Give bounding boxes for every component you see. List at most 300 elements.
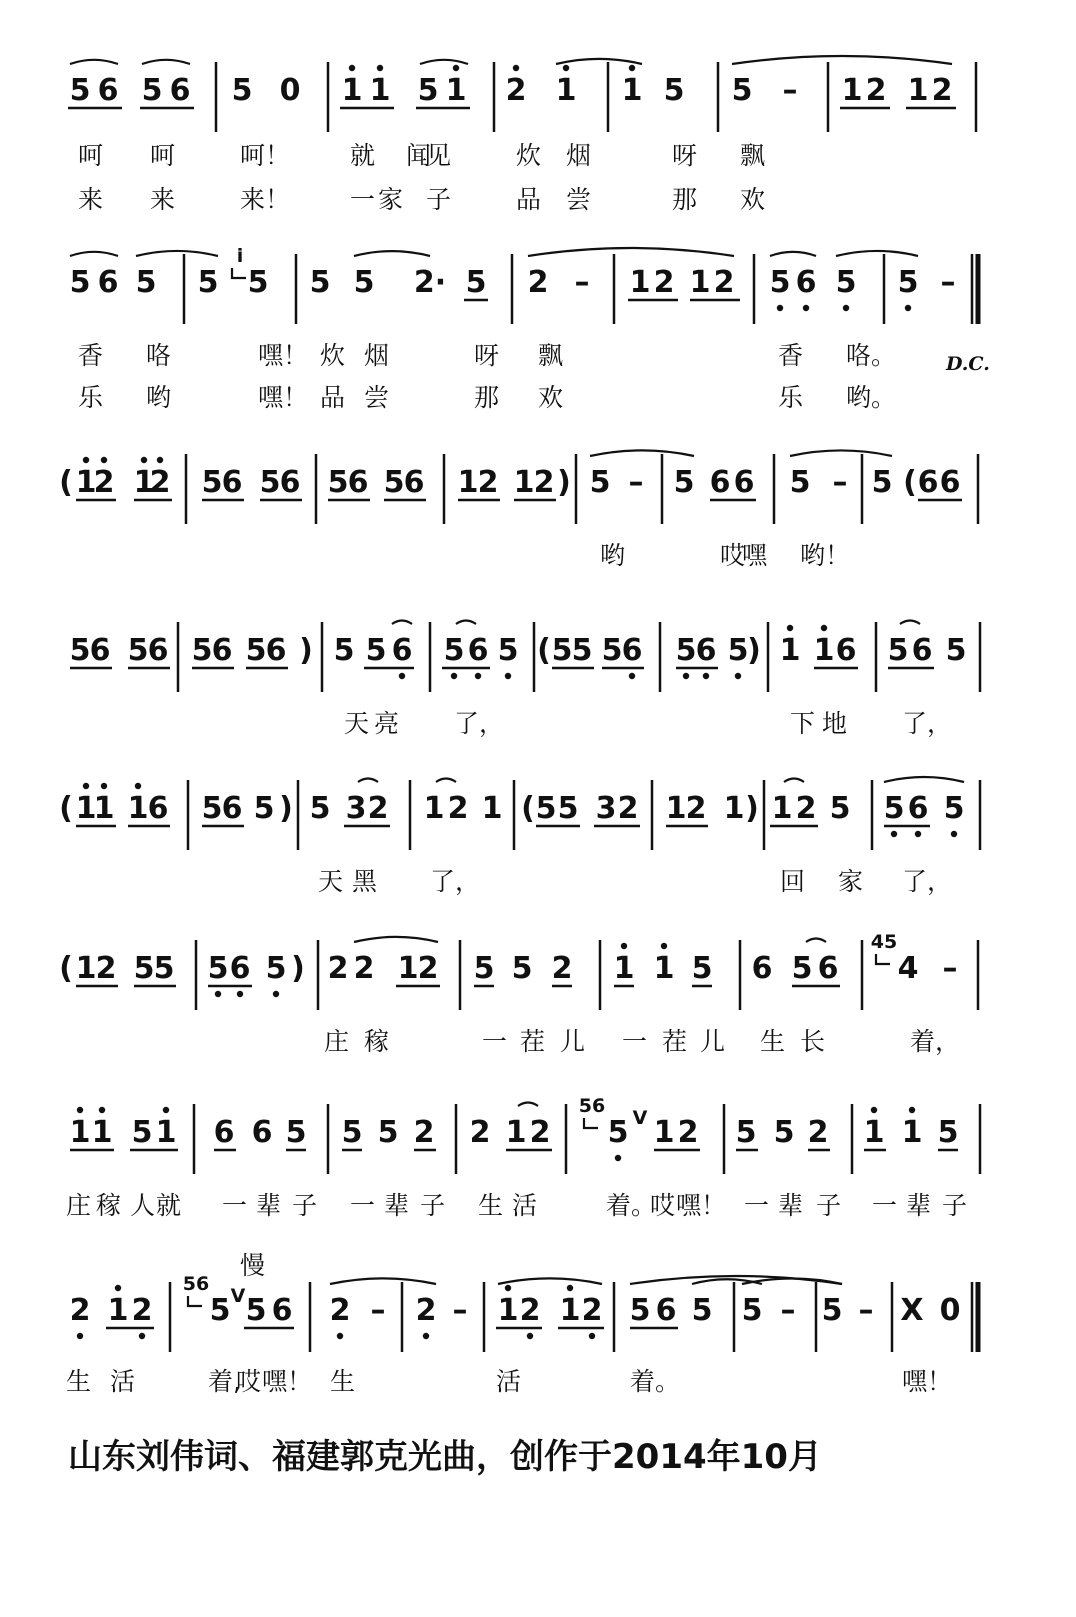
note-digit: 5	[285, 1115, 307, 1150]
note-digit: 5	[259, 465, 281, 500]
note-digit: 5	[741, 1293, 763, 1328]
note-digit: 5	[663, 73, 685, 108]
lyric-syllable: 嘿！	[262, 1367, 313, 1396]
lyric-syllable: 乐	[78, 383, 104, 412]
lyric-syllable: 嘿！	[258, 383, 309, 412]
note-digit: 2	[131, 1293, 153, 1328]
note-digit: 6	[835, 633, 857, 668]
note-digit: 6	[271, 1293, 293, 1328]
note-digit: 6	[939, 465, 961, 500]
note-digit: 5	[835, 265, 857, 300]
note-digit: 1	[93, 791, 115, 826]
lyric-syllable: 呀	[474, 341, 500, 370]
note-digit: 5	[897, 265, 919, 300]
lyric-syllable: 一	[222, 1191, 248, 1220]
lyric-syllable: 子	[816, 1191, 842, 1220]
lyric-syllable: 哎	[236, 1367, 262, 1396]
lyric-syllable: 一	[872, 1191, 898, 1220]
note-digit: 3	[345, 791, 367, 826]
note-digit: 1	[907, 73, 929, 108]
note-digit: –	[832, 465, 848, 500]
note-digit: 6	[221, 791, 243, 826]
lyric-syllable: 咯	[146, 341, 172, 370]
note-digit: 6	[89, 633, 111, 668]
note-digit: 2	[477, 465, 499, 500]
lyric-syllable: 来	[150, 185, 176, 214]
note-digit: 2	[685, 791, 707, 826]
note-digit: 5	[153, 951, 175, 986]
note-digit: 1	[127, 791, 149, 826]
note-digit: –	[940, 265, 956, 300]
note-digit: 5	[589, 465, 611, 500]
note-digit: 5	[557, 791, 579, 826]
lyric-syllable: 辈	[906, 1191, 932, 1220]
note-digit: 1	[613, 951, 635, 986]
note-digit: 6	[147, 633, 169, 668]
note-digit: 2	[505, 73, 527, 108]
note-digit: 6	[147, 791, 169, 826]
note-digit: 1	[75, 951, 97, 986]
note-digit: 6	[97, 73, 119, 108]
note-digit: X	[900, 1293, 924, 1328]
lyric-syllable: 一	[350, 185, 376, 214]
lyric-syllable: 尝	[566, 185, 592, 214]
note-digit: 5	[383, 465, 405, 500]
note-digit: 1	[771, 791, 793, 826]
note-digit: 6	[621, 633, 643, 668]
note-digit: 5	[197, 265, 219, 300]
lyric-syllable: 稼	[364, 1027, 390, 1056]
lyric-syllable: 活	[110, 1367, 136, 1396]
note-digit: 5	[69, 265, 91, 300]
note-digit: 5	[327, 465, 349, 500]
note-digit: 6	[391, 633, 413, 668]
note-digit: 2	[551, 951, 573, 986]
note-digit: 1	[653, 951, 675, 986]
note-digit: 5	[127, 633, 149, 668]
note-digit: 5	[551, 633, 573, 668]
note-digit: 2	[653, 265, 675, 300]
lyric-syllable: 辈	[778, 1191, 804, 1220]
note-digit: 5	[333, 633, 355, 668]
note-digit: 5	[769, 265, 791, 300]
note-digit: 6	[213, 1115, 235, 1150]
note-digit: 5	[443, 633, 465, 668]
note-digit: 2	[417, 951, 439, 986]
lyric-syllable: 着。	[606, 1191, 657, 1220]
lyric-syllable: 着，	[910, 1027, 961, 1056]
note-digit: 2	[795, 791, 817, 826]
note-digit: 5	[691, 1293, 713, 1328]
lyric-syllable: 尝	[364, 383, 390, 412]
note-digit: 2	[329, 1293, 351, 1328]
note-digit: 6	[695, 633, 717, 668]
note-digit: –	[858, 1293, 874, 1328]
note-digit: 5	[535, 791, 557, 826]
note-digit: )	[557, 465, 571, 500]
note-digit: (	[521, 791, 535, 826]
lyric-syllable: 品	[516, 185, 542, 214]
note-digit: 6	[467, 633, 489, 668]
note-digit: 5	[789, 465, 811, 500]
note-digit: 1	[723, 791, 745, 826]
note-digit: 1	[653, 1115, 675, 1150]
note-digit: 4	[897, 951, 919, 986]
note-digit: 1	[69, 1115, 91, 1150]
note-digit: 5	[207, 951, 229, 986]
lyric-syllable: 一	[744, 1191, 770, 1220]
note-digit: 1	[457, 465, 479, 500]
note-digit: 5	[735, 1115, 757, 1150]
lyric-syllable: 哎	[650, 1191, 676, 1220]
note-digit: 5	[69, 73, 91, 108]
lyric-syllable: 一	[350, 1191, 376, 1220]
note-digit: 2	[527, 265, 549, 300]
grace-note: i	[236, 245, 244, 267]
note-digit: 5	[727, 633, 749, 668]
note-digit: 2	[327, 951, 349, 986]
lyric-syllable: 了，	[902, 867, 953, 896]
note-digit: 5	[601, 633, 623, 668]
note-digit: 6	[795, 265, 817, 300]
note-digit: –	[628, 465, 644, 500]
note-digit: 1	[75, 465, 97, 500]
lyric-syllable: 一	[622, 1027, 648, 1056]
note-digit: (	[59, 951, 73, 986]
note-digit: 1	[559, 1293, 581, 1328]
lyric-syllable: 稼	[96, 1191, 122, 1220]
tempo-marking: 慢	[240, 1251, 266, 1280]
lyric-syllable: 嘿！	[902, 1367, 953, 1396]
note-digit: 2	[931, 73, 953, 108]
lyric-syllable: 庄	[66, 1191, 92, 1220]
note-digit: 5	[245, 633, 267, 668]
lyric-syllable: 儿	[560, 1027, 586, 1056]
note-digit: 1	[497, 1293, 519, 1328]
note-digit: 5	[201, 465, 223, 500]
lyric-syllable: 子	[420, 1191, 446, 1220]
note-digit: 6	[917, 465, 939, 500]
note-digit: 2	[69, 1293, 91, 1328]
lyric-syllable: 哎	[720, 541, 746, 570]
note-digit: 2	[865, 73, 887, 108]
note-digit: 1	[445, 73, 467, 108]
lyric-syllable: 那	[474, 383, 500, 412]
lyric-syllable: 家	[378, 185, 404, 214]
note-digit: 2	[413, 1115, 435, 1150]
note-digit: 2	[529, 1115, 551, 1150]
lyric-syllable: 香	[778, 341, 804, 370]
note-digit: 5	[607, 1115, 629, 1150]
lyric-syllable: 生	[478, 1191, 504, 1220]
note-digit: 5	[201, 791, 223, 826]
note-digit: )	[745, 791, 759, 826]
note-digit: 1	[779, 633, 801, 668]
note-digit: 1	[621, 73, 643, 108]
note-digit: 5	[377, 1115, 399, 1150]
lyric-syllable: 呵	[150, 141, 176, 170]
lyric-syllable: 茬	[662, 1027, 688, 1056]
lyric-syllable: 烟	[364, 341, 390, 370]
lyric-syllable: 就	[350, 141, 376, 170]
lyric-syllable: 活	[496, 1367, 522, 1396]
note-digit: 5	[265, 951, 287, 986]
da-capo-mark: D.C.	[946, 353, 990, 375]
lyric-syllable: 生	[330, 1367, 356, 1396]
lyric-syllable: 咯。	[846, 341, 897, 370]
grace-note: 56	[578, 1095, 606, 1117]
note-digit: 6	[211, 633, 233, 668]
lyric-syllable: 嘿！	[258, 341, 309, 370]
lyric-syllable: 哟	[600, 541, 626, 570]
note-digit: 2	[533, 465, 555, 500]
lyric-syllable: 了，	[430, 867, 481, 896]
lyric-syllable: 生	[760, 1027, 786, 1056]
grace-note: 56	[182, 1273, 210, 1295]
note-digit: 6	[817, 951, 839, 986]
note-digit: 5	[417, 73, 439, 108]
breath-mark: V	[632, 1107, 648, 1129]
breath-mark: V	[230, 1285, 246, 1307]
note-digit: 5	[937, 1115, 959, 1150]
lyric-syllable: 子	[426, 185, 452, 214]
note-digit: 1	[369, 73, 391, 108]
note-digit: 1	[107, 1293, 129, 1328]
note-digit: 1	[901, 1115, 923, 1150]
note-digit: 5	[133, 951, 155, 986]
note-digit: 2	[353, 951, 375, 986]
note-digit: 5	[309, 791, 331, 826]
note-digit: –	[574, 265, 590, 300]
note-digit: 2	[95, 951, 117, 986]
note-digit: 1	[481, 791, 503, 826]
lyric-syllable: 哟！	[800, 541, 851, 570]
lyric-syllable: 那	[672, 185, 698, 214]
lyric-syllable: 子	[942, 1191, 968, 1220]
lyric-syllable: 生	[66, 1367, 92, 1396]
note-digit: 5	[341, 1115, 363, 1150]
note-digit: (	[903, 465, 917, 500]
note-digit: (	[59, 791, 73, 826]
note-digit: 2	[581, 1293, 603, 1328]
lyric-syllable: 飘	[538, 341, 564, 370]
note-digit: )	[299, 633, 313, 668]
note-digit: 6	[97, 265, 119, 300]
note-digit: 2	[713, 265, 735, 300]
note-digit: 5	[829, 791, 851, 826]
note-digit: 1	[629, 265, 651, 300]
note-digit: 5	[943, 791, 965, 826]
note-digit: 5	[231, 73, 253, 108]
note-digit: 2	[617, 791, 639, 826]
lyric-syllable: 亮	[374, 709, 400, 738]
note-digit: (	[537, 633, 551, 668]
note-digit: 3	[595, 791, 617, 826]
note-digit: 2	[149, 465, 171, 500]
note-digit: 5	[791, 951, 813, 986]
lyric-syllable: 呵	[78, 141, 104, 170]
lyric-syllable: 炊	[516, 141, 542, 170]
lyric-syllable: 闻	[406, 141, 432, 170]
lyric-syllable: 炊	[320, 341, 346, 370]
lyric-syllable: 嘿！	[676, 1191, 727, 1220]
note-digit: 0	[939, 1293, 961, 1328]
lyric-syllable: 呵！	[240, 141, 291, 170]
lyric-syllable: 人	[130, 1191, 156, 1220]
note-digit: –	[452, 1293, 468, 1328]
lyric-syllable: 家	[838, 867, 864, 896]
note-digit: )	[291, 951, 305, 986]
lyric-syllable: 来	[78, 185, 104, 214]
lyric-syllable: 子	[292, 1191, 318, 1220]
lyric-syllable: 就	[156, 1191, 182, 1220]
note-digit: 5	[871, 465, 893, 500]
note-digit: 1	[841, 73, 863, 108]
lyric-syllable: 天	[318, 867, 344, 896]
note-digit: 5	[883, 791, 905, 826]
note-digit: 6	[751, 951, 773, 986]
note-digit: 5	[497, 633, 519, 668]
note-digit: –	[780, 1293, 796, 1328]
note-digit: 6	[221, 465, 243, 500]
note-digit: –	[370, 1293, 386, 1328]
note-digit: 5	[691, 951, 713, 986]
lyric-syllable: 嘿	[742, 541, 768, 570]
note-digit: –	[942, 951, 958, 986]
note-digit: 2	[447, 791, 469, 826]
composer-credit: 山东刘伟词、福建郭克光曲，创作于2014年10月	[68, 1437, 822, 1477]
note-digit: 1	[91, 1115, 113, 1150]
note-digit: 2	[93, 465, 115, 500]
lyric-syllable: 辈	[256, 1191, 282, 1220]
note-digit: 5	[309, 265, 331, 300]
note-digit: 5	[473, 951, 495, 986]
note-digit: 6	[229, 951, 251, 986]
note-digit: 5	[675, 633, 697, 668]
lyric-syllable: 乐	[778, 383, 804, 412]
note-digit: 5	[465, 265, 487, 300]
note-digit: 5	[245, 1293, 267, 1328]
note-digit: 6	[709, 465, 731, 500]
lyric-syllable: 天	[344, 709, 370, 738]
note-digit: 5	[353, 265, 375, 300]
lyric-syllable: 地	[822, 709, 848, 738]
note-digit: 2	[367, 791, 389, 826]
note-digit: 6	[279, 465, 301, 500]
note-digit: 6	[169, 73, 191, 108]
note-digit: 1	[513, 465, 535, 500]
note-digit: 1	[505, 1115, 527, 1150]
note-digit: 6	[265, 633, 287, 668]
lyric-syllable: 着,	[208, 1367, 241, 1396]
note-digit: 5	[191, 633, 213, 668]
note-digit: 5	[131, 1115, 153, 1150]
note-digit: 5	[511, 951, 533, 986]
note-digit: 1	[689, 265, 711, 300]
note-digit: 5	[141, 73, 163, 108]
grace-note: 45	[870, 931, 898, 953]
lyric-syllable: 儿	[700, 1027, 726, 1056]
note-digit: 6	[347, 465, 369, 500]
lyric-syllable: 飘	[740, 141, 766, 170]
note-digit: )	[279, 791, 293, 826]
lyric-syllable: 下	[790, 709, 816, 738]
note-digit: 0	[279, 73, 301, 108]
note-digit: 5	[247, 265, 269, 300]
lyric-syllable: 哟	[146, 383, 172, 412]
note-digit: 1	[397, 951, 419, 986]
note-digit: 5	[673, 465, 695, 500]
note-digit: 1	[863, 1115, 885, 1150]
note-digit: 6	[733, 465, 755, 500]
lyric-syllable: 哟。	[846, 383, 897, 412]
note-digit: 5	[821, 1293, 843, 1328]
note-digit: 1	[75, 791, 97, 826]
note-digit: 2	[677, 1115, 699, 1150]
lyric-syllable: 烟	[566, 141, 592, 170]
lyric-syllable: 着。	[630, 1367, 681, 1396]
note-digit: 1	[341, 73, 363, 108]
lyric-syllable: 品	[320, 383, 346, 412]
note-digit: 5	[731, 73, 753, 108]
note-digit: 5	[253, 791, 275, 826]
note-digit: –	[782, 73, 798, 108]
note-digit: 1	[813, 633, 835, 668]
note-digit: 5	[887, 633, 909, 668]
note-digit: 2	[519, 1293, 541, 1328]
lyric-syllable: 长	[800, 1027, 826, 1056]
lyric-syllable: 了，	[454, 709, 505, 738]
lyric-syllable: 了，	[902, 709, 953, 738]
note-digit: 1	[133, 465, 155, 500]
note-digit: 5	[365, 633, 387, 668]
note-digit: 5	[773, 1115, 795, 1150]
note-digit: 2	[469, 1115, 491, 1150]
lyric-syllable: 来！	[240, 185, 291, 214]
note-digit: 2	[415, 1293, 437, 1328]
note-digit: 5	[209, 1293, 231, 1328]
note-digit: 2	[807, 1115, 829, 1150]
lyric-syllable: 见	[426, 141, 452, 170]
lyric-syllable: 茬	[520, 1027, 546, 1056]
lyric-syllable: 呀	[672, 141, 698, 170]
lyric-syllable: 香	[78, 341, 104, 370]
lyric-syllable: 欢	[538, 383, 564, 412]
lyric-syllable: 庄	[324, 1027, 350, 1056]
note-digit: )	[747, 633, 761, 668]
note-digit: 5	[135, 265, 157, 300]
lyric-syllable: 欢	[740, 185, 766, 214]
lyric-syllable: 回	[780, 867, 806, 896]
note-digit: 1	[155, 1115, 177, 1150]
note-digit: 5	[69, 633, 91, 668]
note-digit: (	[59, 465, 73, 500]
note-digit: 5	[945, 633, 967, 668]
note-digit: 1	[423, 791, 445, 826]
note-digit: 5	[571, 633, 593, 668]
lyric-syllable: 黑	[352, 867, 378, 896]
lyric-syllable: 活	[512, 1191, 538, 1220]
note-digit: 6	[655, 1293, 677, 1328]
note-digit: 6	[907, 791, 929, 826]
lyric-syllable: 一	[482, 1027, 508, 1056]
note-digit: 6	[403, 465, 425, 500]
note-digit: 5	[629, 1293, 651, 1328]
note-digit: 1	[555, 73, 577, 108]
note-digit: 1	[665, 791, 687, 826]
note-digit: 6	[911, 633, 933, 668]
lyric-syllable: 辈	[384, 1191, 410, 1220]
